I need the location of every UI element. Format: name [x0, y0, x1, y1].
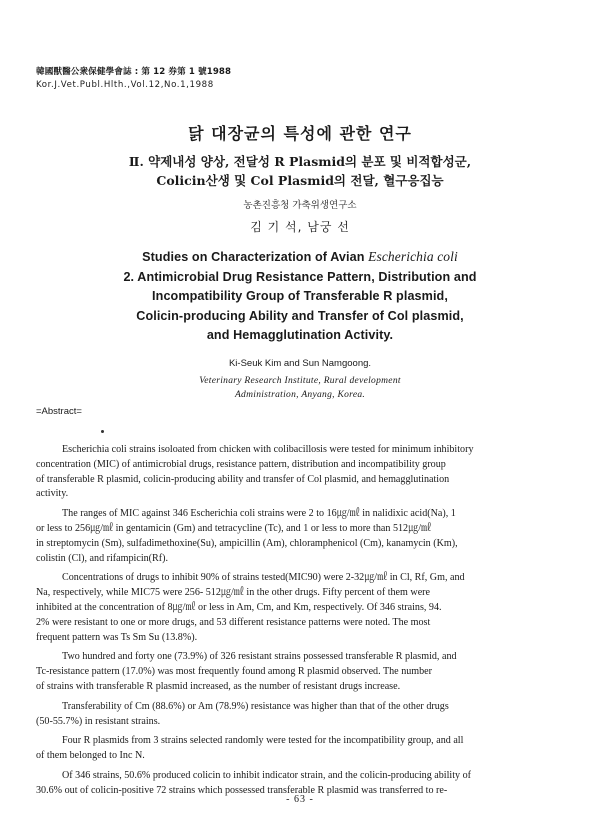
english-affiliation-line-2: Administration, Anyang, Korea. — [234, 389, 366, 400]
abstract-heading: =Abstract= — [36, 406, 82, 417]
english-title-line-1 — [0, 247, 600, 268]
page-number: - 63 - — [286, 794, 314, 805]
english-authors: Ki-Seuk Kim and Sun Namgoong. — [228, 358, 372, 369]
abstract-line: Of 346 strains, 50.6% produced colicin to inhibit indicator strain, and the colicin-producing ability of — [62, 769, 471, 781]
abstract-line: Escherichia coli strains isoloated from chicken with colibacillosis were tested for minimum inhibitory — [62, 444, 474, 455]
print-speck — [101, 430, 104, 433]
korean-title: 닭 대장균의 특성에 관한 연구 — [188, 124, 412, 143]
abstract-line: of strains with transferable R plasmid increased, as the number of resistant drugs increase. — [36, 680, 401, 692]
english-affiliation — [0, 375, 600, 402]
abstract-line: concentration (MIC) of antimicrobial drugs, resistance pattern, distribution and incompatibility group — [36, 458, 446, 470]
abstract-line: Na, respectively, while MIC75 were 256- 512㎍/㎖ in the other drugs. Fifty percent of them were — [36, 587, 431, 599]
abstract-line: in streptomycin (Sm), sulfadimethoxine(Su), ampicillin (Am), chloramphenicol (Cm), kanamycin (Km), — [36, 537, 458, 549]
english-title-line-4: Colicin-producing Ability and Transfer of Col plasmid, — [136, 308, 464, 323]
abstract-line: Transferability of Cm (88.6%) or Am (78.9%) resistance was higher than that of the other drugs — [62, 700, 449, 712]
korean-affiliation: 농촌진흥청 가축위생연구소 — [243, 200, 357, 211]
korean-subtitle-line-2: Colicin산생 및 Col Plasmid의 전달, 혈구응집능 — [156, 173, 444, 188]
journal-header — [36, 66, 231, 92]
abstract-line: Two hundred and forty one (73.9%) of 326 resistant strains possessed transferable R plasmid, and — [62, 651, 457, 663]
abstract-line: 30.6% out of colicin-positive 72 strains which possessed transferable R plasmid was transferred to re- — [36, 784, 448, 796]
korean-subtitle — [0, 152, 600, 190]
english-title-species: Escherichia coli — [368, 249, 458, 264]
abstract-line: or less to 256㎍/㎖ in gentamicin (Gm) and tetracycline (Tc), and 1 or less to more than 512㎍/㎖ — [36, 522, 432, 534]
english-title — [0, 247, 600, 346]
abstract-line: of them belonged to Inc N. — [36, 750, 145, 762]
journal-citation-en: Kor.J.Vet.Publ.Hlth.,Vol.12,No.1,1988 — [36, 80, 214, 90]
abstract-line: Four R plasmids from 3 strains selected randomly were tested for the incompatibility group, and all — [62, 735, 464, 747]
english-title-line-1-text: Studies on Characterization of Avian — [142, 250, 369, 264]
abstract-line: 2% were resistant to one or more drugs, and 53 different resistance patterns were noted. The most — [36, 616, 431, 628]
english-title-line-2: 2. Antimicrobial Drug Resistance Pattern, Distribution and — [123, 269, 477, 284]
korean-subtitle-line-1: Ⅱ. 약제내성 양상, 전달성 R Plasmid의 분포 및 비적합성군, — [128, 154, 472, 169]
abstract-line: The ranges of MIC against 346 Escherichia coli strains were 2 to 16㎍/㎖ in nalidixic acid(Na), 1 — [62, 508, 456, 520]
abstract-line: activity. — [36, 488, 69, 500]
korean-authors: 김 기 석, 남궁 선 — [250, 220, 350, 234]
english-title-line-5: and Hemagglutination Activity. — [206, 328, 394, 342]
abstract-line: colistin (Cl), and rifampicin(Rf). — [36, 552, 169, 564]
abstract-body — [36, 443, 546, 799]
abstract-line: frequent pattern was Ts Sm Su (13.8%). — [36, 631, 198, 643]
english-title-line-3: Incompatibility Group of Transferable R plasmid, — [152, 289, 448, 303]
journal-citation-ko: 韓國獸醫公衆保健學會誌 : 第 12 券第 1 號1988 — [36, 67, 232, 77]
abstract-line: (50-55.7%) in resistant strains. — [36, 715, 161, 727]
english-affiliation-line-1: Veterinary Research Institute, Rural development — [199, 376, 401, 386]
abstract-line: inhibited at the concentration of 8㎍/㎖ or less in Am, Cm, and Km, respectively. Of 346 strains, 94. — [36, 601, 442, 613]
abstract-line: Tc-resistance pattern (17.0%) was most frequently found among R plasmid observed. The number — [36, 666, 433, 678]
abstract-line: Concentrations of drugs to inhibit 90% of strains tested(MIC90) were 2-32㎍/㎖ in Cl, Rf, Gm, and — [62, 572, 465, 584]
abstract-line: of transferable R plasmid, colicin-producing ability and transfer of Col plasmid, and hemagglutination — [36, 473, 450, 485]
